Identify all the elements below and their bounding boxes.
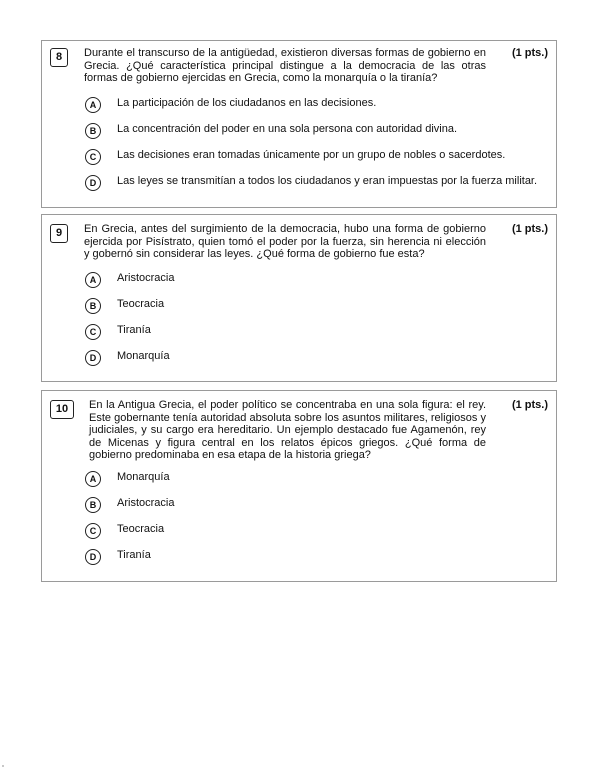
question-points: (1 pts.)	[511, 223, 548, 235]
option-letter-bubble: C	[85, 523, 101, 539]
option-text: Teocracia	[117, 298, 165, 310]
option-a[interactable]	[85, 471, 545, 487]
question-number: 10	[50, 400, 74, 419]
question-number: 8	[50, 48, 68, 67]
option-text: Teocracia	[117, 523, 165, 535]
question-8	[41, 40, 557, 208]
question-stem: Durante el transcurso de la antigüedad, existieron diversas formas de gobierno en Grecia. ¿Qué característica principal distingue a la democracia de las otras formas de gobierno ejercidas en Grecia, como la monarquía o la tiranía?	[84, 47, 486, 84]
question-9	[41, 214, 557, 382]
question-number: 9	[50, 224, 68, 243]
option-text: Monarquía	[117, 471, 170, 483]
option-text: Tiranía	[117, 549, 151, 561]
option-letter-bubble: A	[85, 471, 101, 487]
question-10	[41, 390, 557, 582]
question-points: (1 pts.)	[511, 47, 548, 59]
option-b[interactable]	[85, 123, 545, 139]
option-letter-bubble: D	[85, 350, 101, 366]
option-c[interactable]	[85, 149, 545, 165]
option-letter-bubble: C	[85, 149, 101, 165]
question-stem: En Grecia, antes del surgimiento de la democracia, hubo una forma de gobierno ejercida por Pisístrato, quien tomó el poder por la fuerza, sin herencia ni elección y gobernó sin considerar las leyes. ¿Qué forma de gobierno fue esta?	[84, 223, 486, 260]
option-text: La participación de los ciudadanos en las decisiones.	[117, 97, 377, 109]
scan-mark	[2, 765, 4, 767]
option-c[interactable]	[85, 523, 545, 539]
option-letter-bubble: D	[85, 175, 101, 191]
option-d[interactable]	[85, 549, 545, 565]
option-text: Aristocracia	[117, 272, 175, 284]
option-a[interactable]	[85, 272, 545, 288]
option-letter-bubble: C	[85, 324, 101, 340]
option-letter-bubble: B	[85, 123, 101, 139]
option-letter-bubble: A	[85, 97, 101, 113]
option-text: La concentración del poder en una sola persona con autoridad divina.	[117, 123, 458, 135]
option-c[interactable]	[85, 324, 545, 340]
option-text: Aristocracia	[117, 497, 175, 509]
option-d[interactable]	[85, 175, 545, 191]
option-letter-bubble: D	[85, 549, 101, 565]
option-text: Tiranía	[117, 324, 151, 336]
option-text: Las decisiones eran tomadas únicamente por un grupo de nobles o sacerdotes.	[117, 149, 506, 161]
option-text: Las leyes se transmitían a todos los ciudadanos y eran impuestas por la fuerza militar.	[117, 175, 538, 187]
option-b[interactable]	[85, 497, 545, 513]
option-b[interactable]	[85, 298, 545, 314]
question-stem: En la Antigua Grecia, el poder político se concentraba en una sola figura: el rey. Este gobernante tenía autoridad absoluta sobre los asuntos militares, religiosos y judiciales, y su cargo era hereditario. Un ejemplo destacado fue Agamenón, rey de Micenas y figura central en los relatos épicos griegos. ¿Qué forma de gobierno predominaba en esa etapa de la historia griega?	[89, 399, 486, 461]
option-d[interactable]	[85, 350, 545, 366]
option-letter-bubble: A	[85, 272, 101, 288]
question-points: (1 pts.)	[511, 399, 548, 411]
option-a[interactable]	[85, 97, 545, 113]
option-text: Monarquía	[117, 350, 170, 362]
option-letter-bubble: B	[85, 298, 101, 314]
option-letter-bubble: B	[85, 497, 101, 513]
